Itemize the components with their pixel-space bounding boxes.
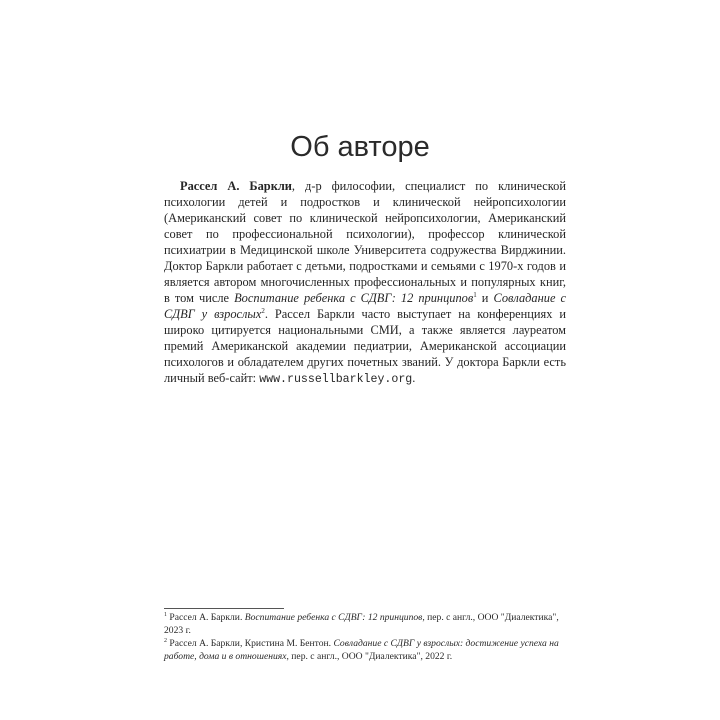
book-title-1: Воспитание ребенка с СДВГ: 12 принципов bbox=[234, 291, 474, 305]
footnote-book-title: Воспитание ребенка с СДВГ: 12 принципов bbox=[244, 612, 423, 623]
footnote-publication: , пер. с англ., ООО "Диалектика", 2022 г. bbox=[286, 650, 453, 662]
footnote-publication: , пер. с англ., ООО "Диалектика", 2023 г. bbox=[164, 612, 559, 636]
footnote-number: 1 bbox=[164, 611, 167, 618]
bio-text-end: . bbox=[412, 371, 416, 385]
footnote-author: Рассел А. Баркли. bbox=[167, 612, 245, 623]
author-name: Рассел А. Баркли bbox=[180, 179, 292, 193]
author-bio-paragraph bbox=[164, 178, 566, 388]
footnotes bbox=[164, 612, 566, 664]
footnote-number: 2 bbox=[164, 637, 167, 644]
footnote-book-title: Совладание с СДВГ у взрослых: достижение успеха на работе, дома и в отношениях bbox=[164, 638, 559, 662]
footnote-ref-2: 2 bbox=[261, 306, 265, 315]
footnote-ref-1: 1 bbox=[473, 290, 477, 299]
footnote-1 bbox=[164, 612, 566, 637]
footnote-author: Рассел А. Баркли, Кристина М. Бентон. bbox=[167, 638, 334, 649]
website-link[interactable]: www.russellbarkley.org bbox=[259, 373, 413, 386]
footnote-2 bbox=[164, 638, 566, 663]
bio-text-part-2: и bbox=[476, 291, 494, 305]
page-title: Об авторе bbox=[290, 131, 430, 163]
book-title-2: Совладание с СДВГ у взрослых bbox=[164, 291, 566, 321]
bio-text-part-3: . Рассел Баркли часто выступает на конференциях и широко цитируется национальными СМИ, а также является лауреатом премий Американской академии педиатрии, Американской ассоциации психологов и обладателем других почетных званий. У доктора Баркли есть личный веб-сайт: bbox=[164, 307, 566, 385]
footnote-divider bbox=[164, 608, 284, 609]
bio-text-part-1: , д-р философии, специалист по клинической психологии детей и подростков и клинической нейропсихологии (Американский совет по клинической нейропсихологии, Американский совет по профессиональной психологии), профессор клинической психиатрии в Медицинской школе Университета содружества Вирджинии. Доктор Баркли работает с детьми, подростками и семьями с 1970-х годов и является автором многочисленных профессиональных и популярных книг, в том числе bbox=[164, 179, 566, 305]
